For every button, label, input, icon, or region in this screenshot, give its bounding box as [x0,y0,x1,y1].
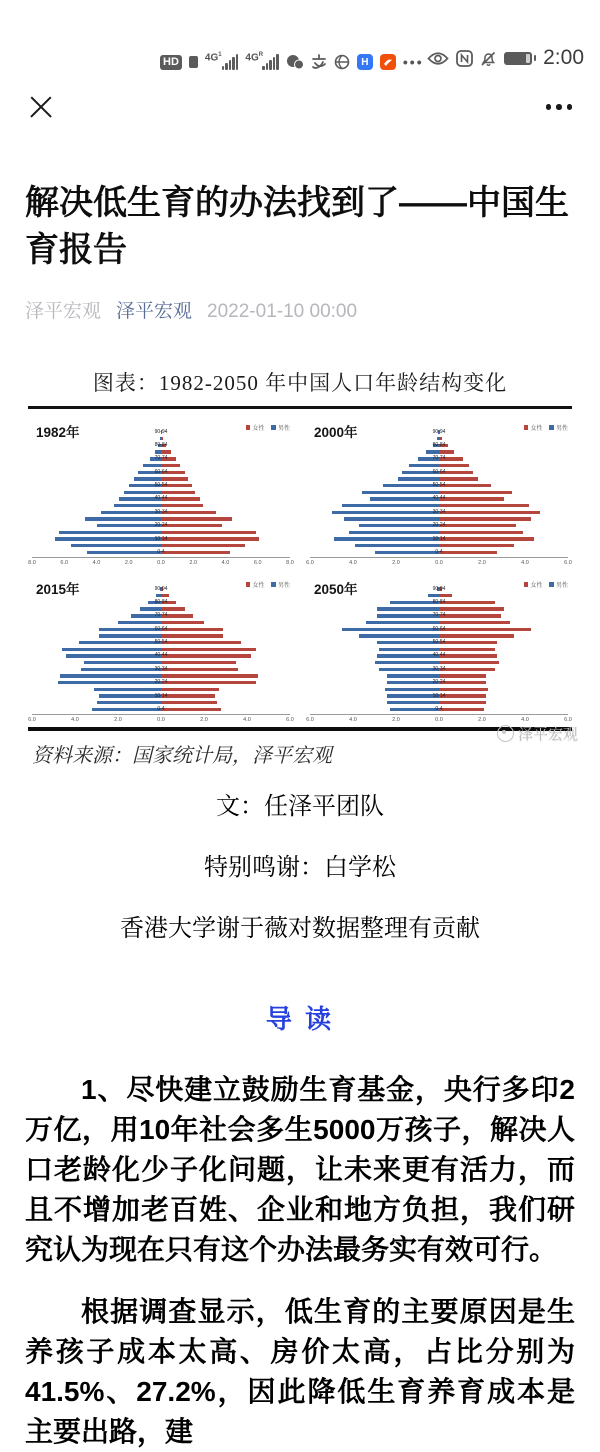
bar-female [161,654,251,657]
pyramid-row-50-54 [32,482,290,489]
pyramid-row-0-4 [32,549,290,556]
bar-male [385,688,439,691]
axis-tick: 4.0 [349,560,357,566]
browser-globe-icon [334,54,350,70]
pyramid-row-0-4 [310,706,568,713]
figure-population-pyramids[interactable] [28,367,572,770]
pyramid-rows [310,586,568,713]
bar-male [332,511,440,514]
bar-male [377,641,439,644]
pyramid-row-50-54 [310,639,568,646]
bar-female [439,544,514,547]
bar-female [439,648,495,651]
pyramid-row-20-24 [32,522,290,529]
axis-tick: 6.0 [564,560,572,566]
alipay-icon [311,54,327,70]
axis-tick: 6.0 [60,560,68,566]
bar-female [161,594,169,597]
bar-female [439,661,499,664]
axis-tick: 2.0 [392,560,400,566]
pyramid-row-0-4 [310,549,568,556]
pyramid-row-70-74 [32,613,290,620]
axis-tick: 4.0 [521,717,529,723]
age-label: 40-44 [433,496,446,501]
age-label: 90-94 [433,430,446,435]
figure-title: 图表：1982-2050 年中国人口年龄结构变化 [28,367,572,406]
bar-male [62,648,161,651]
bar-female [439,614,501,617]
pyramid-row-90-94 [32,586,290,593]
paragraph-2: 根据调查显示，低生育的主要原因是生养孩子成本太高、房价太高，占比分别为41.5%、27.2%，因此降低生育养育成本是主要出路，建 [25,1292,575,1452]
bar-male [60,674,161,677]
bar-female [161,504,203,507]
axis-tick: 4.0 [521,560,529,566]
legend-label: 女性 [252,423,264,432]
section-heading: 导 读 [0,999,600,1036]
bar-male [387,701,439,704]
bar-female [161,607,185,610]
bar-female [439,628,531,631]
pyramid-row-90-94 [310,429,568,436]
axis-tick: 4.0 [71,717,79,723]
paragraph-1: 1、尽快建立鼓励生育基金，央行多印2万亿，用10年社会多生5000万孩子，解决人口老龄化少子化问题，让未来更有活力，而且不增加老百姓、企业和地方负担，我们研究认为现在只有这个办法最务实有效可行。 [25,1070,575,1270]
bar-male [101,511,161,514]
pyramid-year-label: 1982年 [36,421,80,441]
pyramid-row-30-34 [32,509,290,516]
axis-tick: 6.0 [306,560,314,566]
bar-female [161,634,223,637]
bar-male [94,688,161,691]
age-label: 60-64 [433,627,446,632]
axis-tick: 4.0 [349,717,357,723]
account-link[interactable]: 泽平宏观 [116,296,192,323]
bar-female [439,537,534,540]
pyramid-rows [310,429,568,556]
bar-male [377,614,439,617]
pyramid-row-30-34 [310,509,568,516]
age-label: 0-4 [157,550,164,555]
wechat-icon [286,54,304,70]
bar-female [161,491,195,494]
mute-bell-icon [480,50,497,67]
app-orange-icon [380,54,396,70]
pyramid-year-label: 2000年 [314,421,358,441]
bar-female [439,551,497,554]
bar-male [114,504,161,507]
axis-tick: 4.0 [222,560,230,566]
bar-male [366,621,439,624]
bar-female [439,497,504,500]
bar-male [58,681,161,684]
bar-male [334,537,439,540]
bar-male [140,607,162,610]
bar-male [379,648,439,651]
bar-female [439,524,516,527]
bar-male [92,708,161,711]
bar-male [398,477,439,480]
bar-female [439,531,523,534]
bar-female [161,531,256,534]
pyramid-row-50-54 [310,482,568,489]
bar-male [97,701,162,704]
status-icons-right [427,46,584,70]
close-icon[interactable] [28,94,54,120]
bar-female [161,648,256,651]
age-label: 90-94 [155,587,168,592]
bar-female [161,668,238,671]
more-menu-icon[interactable] [546,104,573,110]
age-label: 10-14 [433,694,446,699]
axis-tick: 4.0 [243,717,251,723]
byline [25,296,575,323]
axis-tick: 2.0 [478,717,486,723]
bar-male [99,634,161,637]
eye-comfort-icon [427,51,449,66]
axis-tick: 6.0 [254,560,262,566]
bar-female [439,484,491,487]
axis-tick: 0.0 [157,560,165,566]
age-label: 30-34 [433,667,446,672]
axis-tick: 6.0 [564,717,572,723]
axis-tick: 0.0 [435,717,443,723]
age-label: 80-84 [433,443,446,448]
hd-volte-icon: HD [160,55,182,70]
pyramid-rows [32,429,290,556]
bar-female [439,708,484,711]
pyramid-row-70-74 [32,456,290,463]
bar-male [99,694,161,697]
bar-female [439,511,540,514]
bar-female [439,641,497,644]
age-label: 80-84 [155,443,168,448]
app-blue-h-icon: H [357,54,373,70]
bar-female [161,450,171,453]
age-label: 10-14 [155,537,168,542]
pyramid-row-80-84 [32,442,290,449]
bar-male [99,628,161,631]
axis-tick: 2.0 [478,560,486,566]
bar-female [161,477,188,480]
bar-male [55,537,161,540]
bar-male [428,594,439,597]
age-label: 60-64 [433,470,446,475]
bar-male [342,504,439,507]
bar-male [79,641,161,644]
status-icons-left [160,54,424,70]
bar-male [359,634,439,637]
age-label: 30-34 [155,510,168,515]
pyramid-row-70-74 [310,613,568,620]
pyramid-row-30-34 [310,666,568,673]
bar-male [355,544,439,547]
bar-male [342,628,439,631]
bar-male [349,531,439,534]
axis-tick: 2.0 [125,560,133,566]
bar-male [387,694,439,697]
legend-label: 男性 [556,423,568,432]
pyramid-2050年 [306,570,572,723]
age-label: 20-24 [155,523,168,528]
figure-source: 资料来源：国家统计局，泽平宏观 [32,745,332,767]
bar-female [439,681,486,684]
pyramid-row-90-94 [32,429,290,436]
age-label: 50-54 [155,640,168,645]
nfc-icon [456,50,473,67]
age-label: 50-54 [433,640,446,645]
bar-male [97,524,162,527]
bar-male [375,551,440,554]
bar-male [387,681,439,684]
axis-tick: 2.0 [114,717,122,723]
pyramid-row-60-64 [32,469,290,476]
age-label: 0-4 [435,707,442,712]
age-label: 20-24 [433,523,446,528]
bar-female [161,511,216,514]
bar-female [161,688,219,691]
bar-female [439,594,452,597]
age-label: 40-44 [155,496,168,501]
pyramid-x-axis [32,714,290,724]
bar-male [383,484,439,487]
bar-female [161,517,232,520]
bar-female [161,674,258,677]
legend-label: 女性 [530,580,542,589]
age-label: 20-24 [155,680,168,685]
battery-icon [504,52,532,65]
age-label: 20-24 [433,680,446,685]
bar-male [387,674,439,677]
axis-tick: 8.0 [28,560,36,566]
bar-male [379,668,439,671]
pyramid-row-30-34 [32,666,290,673]
bar-female [439,491,512,494]
bar-female [439,654,497,657]
article-title: 解决低生育的办法找到了——中国生育报告 [25,180,575,274]
pyramid-x-axis [32,557,290,567]
age-label: 50-54 [155,483,168,488]
credit-contrib: 香港大学谢于薇对数据整理有贡献 [0,908,600,943]
legend-label: 女性 [530,423,542,432]
signal-4g-roaming-icon: $4G^R$ [245,54,279,70]
axis-tick: 6.0 [286,717,294,723]
pyramid-row-70-74 [310,456,568,463]
bar-female [439,634,514,637]
age-label: 10-14 [155,694,168,699]
pyramid-2015年 [28,570,294,723]
bar-female [439,517,531,520]
axis-tick: 6.0 [28,717,36,723]
credit-author: 文：任泽平团队 [0,786,600,821]
status-overflow-icon: ••• [403,54,424,70]
bar-female [439,477,478,480]
bar-female [161,641,241,644]
nav-bar [0,78,600,136]
age-label: 90-94 [433,587,446,592]
pyramid-x-axis [310,557,568,567]
bar-female [161,621,204,624]
bar-female [439,668,495,671]
pyramid-row-10-14 [32,536,290,543]
pyramid-row-80-84 [310,442,568,449]
bar-male [390,601,439,604]
bar-female [439,464,469,467]
clock-time: 2:00 [543,46,584,70]
age-label: 40-44 [155,653,168,658]
age-label: 70-74 [155,456,168,461]
pyramid-row-80-84 [310,599,568,606]
bar-female [161,681,256,684]
watermark-text: 泽平宏观 [518,723,578,744]
bar-male [377,654,439,657]
bar-female [439,694,486,697]
pyramid-row-20-24 [310,679,568,686]
pyramid-row-60-64 [32,626,290,633]
age-label: 40-44 [433,653,446,658]
credit-thanks: 特别鸣谢：白学松 [0,847,600,882]
bar-female [439,601,495,604]
bar-male [81,668,161,671]
bar-female [161,537,259,540]
pyramid-rows [32,586,290,713]
age-label: 70-74 [155,613,168,618]
bar-male [85,517,161,520]
pyramid-row-20-24 [32,679,290,686]
age-label: 60-64 [155,627,168,632]
pyramid-row-90-94 [310,586,568,593]
bar-female [439,504,529,507]
age-label: 0-4 [435,550,442,555]
bar-female [439,674,486,677]
bar-male [59,531,161,534]
bar-male [370,497,439,500]
bar-female [439,607,504,610]
sim-card-icon [189,56,198,68]
pyramid-row-60-64 [310,469,568,476]
age-label: 0-4 [157,707,164,712]
legend-label: 男性 [556,580,568,589]
author-name: 泽平宏观 [25,296,101,323]
bar-female [439,701,486,704]
axis-tick: 4.0 [93,560,101,566]
bar-male [87,551,161,554]
bar-female [439,450,454,453]
axis-tick: 2.0 [392,717,400,723]
pyramid-grid [28,409,572,725]
age-label: 70-74 [433,456,446,461]
pyramid-row-10-14 [310,536,568,543]
pyramid-year-label: 2050年 [314,578,358,598]
watermark [497,723,578,744]
status-bar [0,0,600,78]
bar-male [143,464,161,467]
age-label: 70-74 [433,613,446,618]
bar-male [344,517,439,520]
bar-female [161,437,163,440]
pyramid-row-40-44 [310,496,568,503]
pyramid-row-40-44 [32,653,290,660]
bar-male [118,621,161,624]
bar-female [439,621,510,624]
legend-label: 男性 [278,580,290,589]
bar-female [161,464,180,467]
bar-female [161,661,236,664]
bar-female [161,544,245,547]
axis-tick: 0.0 [157,717,165,723]
pyramid-year-label: 2015年 [36,578,80,598]
pyramid-row-10-14 [310,693,568,700]
pyramid-2000年 [306,413,572,566]
axis-tick: 8.0 [286,560,294,566]
pyramid-row-40-44 [310,653,568,660]
pyramid-row-20-24 [310,522,568,529]
age-label: 30-34 [155,667,168,672]
bar-male [84,661,161,664]
bar-male [71,544,161,547]
pyramid-row-10-14 [32,693,290,700]
bar-female [161,524,222,527]
age-label: 60-64 [155,470,168,475]
age-label: 50-54 [433,483,446,488]
bar-female [161,701,217,704]
bar-female [439,688,488,691]
bar-female [161,628,223,631]
bar-male [124,491,161,494]
legend-label: 男性 [278,423,290,432]
publish-date: 2022-01-10 00:00 [207,301,357,323]
bar-male [377,607,439,610]
bar-male [409,464,439,467]
bar-male [362,491,439,494]
bar-male [66,654,161,657]
bar-female [161,551,230,554]
age-label: 80-84 [433,600,446,605]
age-label: 90-94 [155,430,168,435]
bar-male [390,708,439,711]
pyramid-row-40-44 [32,496,290,503]
pyramid-row-80-84 [32,599,290,606]
axis-tick: 6.0 [306,717,314,723]
pyramid-1982年 [28,413,294,566]
bar-female [439,437,442,440]
figure-source-row [28,731,572,770]
axis-tick: 0.0 [435,560,443,566]
bar-female [161,694,215,697]
axis-tick: 2.0 [200,717,208,723]
bar-male [375,661,440,664]
age-label: 80-84 [155,600,168,605]
pyramid-row-60-64 [310,626,568,633]
pyramid-row-0-4 [32,706,290,713]
axis-tick: 2.0 [189,560,197,566]
signal-4g-icon: $4G^1$ [205,54,239,70]
bar-male [134,477,161,480]
legend-label: 女性 [252,580,264,589]
age-label: 30-34 [433,510,446,515]
age-label: 10-14 [433,537,446,542]
watermark-logo-icon [497,725,514,742]
bar-male [426,450,439,453]
bar-male [359,524,439,527]
bar-female [161,708,221,711]
pyramid-row-50-54 [32,639,290,646]
